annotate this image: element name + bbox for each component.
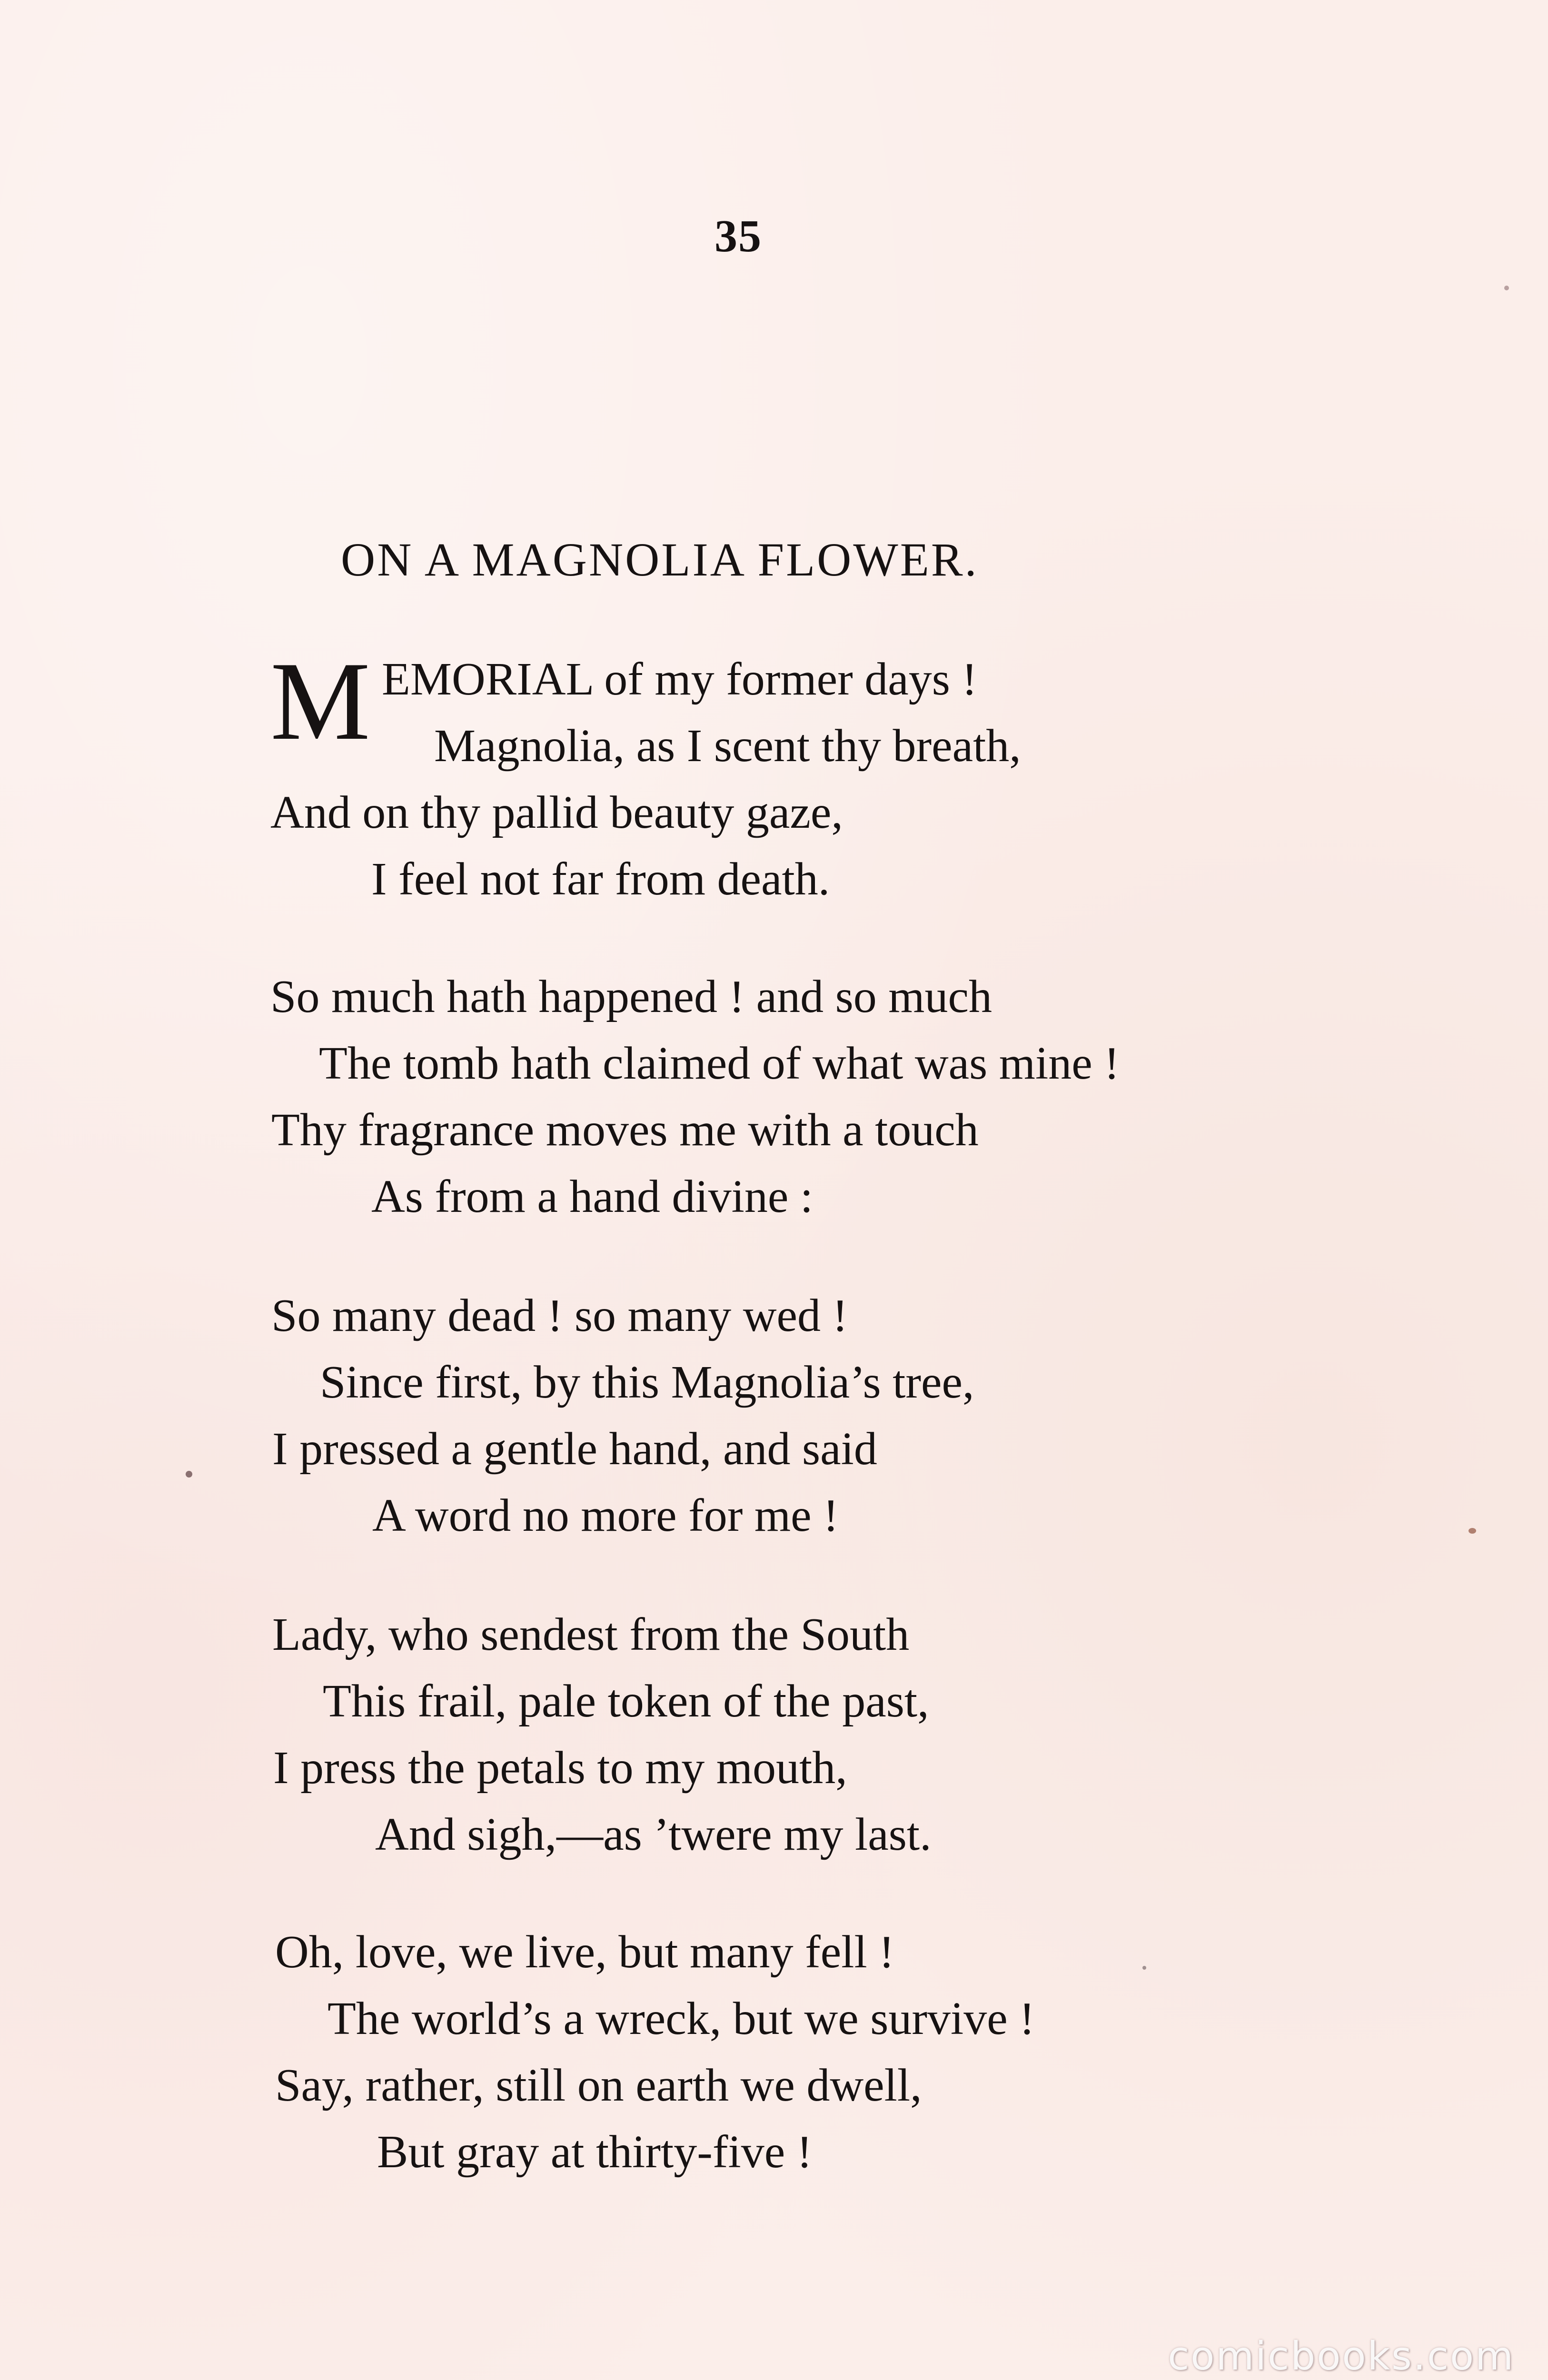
paper-speck xyxy=(1504,286,1509,290)
poem-line: And on thy pallid beauty gaze, xyxy=(270,787,843,838)
poem-line: Oh, love, we live, but many fell ! xyxy=(275,1926,894,1978)
poem-line: And sigh,—as ’twere my last. xyxy=(375,1809,932,1860)
poem-line: Thy fragrance moves me with a touch xyxy=(271,1104,979,1156)
poem-line: As from a hand divine : xyxy=(371,1171,814,1222)
paper-speck xyxy=(1469,1528,1476,1534)
drop-cap: M xyxy=(270,639,370,764)
poem-line: So much hath happened ! and so much xyxy=(270,971,992,1022)
poem-line: EMORIAL of my former days ! xyxy=(382,654,978,705)
page-number: 35 xyxy=(714,210,762,261)
paper-speck xyxy=(186,1471,192,1478)
poem-line: I pressed a gentle hand, and said xyxy=(272,1423,877,1475)
poem-line: I feel not far from death. xyxy=(371,853,830,905)
poem-line: Lady, who sendest from the South xyxy=(272,1609,910,1660)
poem-line: So many dead ! so many wed ! xyxy=(271,1290,848,1341)
poem-line: I press the petals to my mouth, xyxy=(273,1742,847,1794)
poem-line: Say, rather, still on earth we dwell, xyxy=(275,2060,922,2111)
poem-line: Since first, by this Magnolia’s tree, xyxy=(320,1357,974,1408)
poem-line: Magnolia, as I scent thy breath, xyxy=(434,720,1021,772)
paper-speck xyxy=(1142,1966,1146,1970)
poem-line: But gray at thirty-five ! xyxy=(377,2126,813,2178)
poem-line: A word no more for me ! xyxy=(372,1490,839,1541)
poem-line: The world’s a wreck, but we survive ! xyxy=(327,1993,1035,2044)
poem-title: ON A MAGNOLIA FLOWER. xyxy=(341,533,979,586)
watermark: comicbooks.com xyxy=(1168,2334,1515,2379)
poem-line: The tomb hath claimed of what was mine ! xyxy=(319,1038,1120,1089)
poem-line: This frail, pale token of the past, xyxy=(323,1676,929,1727)
